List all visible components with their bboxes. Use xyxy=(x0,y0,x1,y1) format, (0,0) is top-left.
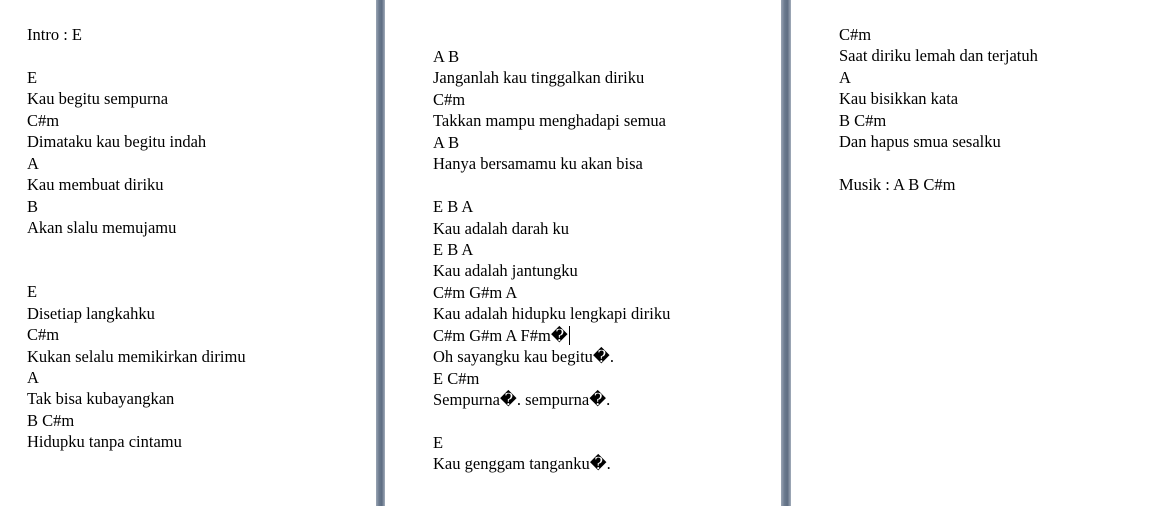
chord-line: C#m xyxy=(27,325,60,345)
chord-line: E xyxy=(27,67,38,87)
page-gap-1 xyxy=(376,0,385,506)
lyric-line: Saat diriku lemah dan terjatuh xyxy=(839,46,1038,66)
lyric-line: Kau begitu sempurna xyxy=(27,89,169,109)
chord-line: B xyxy=(27,196,39,216)
chord-line: C#m G#m A F#m� xyxy=(433,325,670,346)
chord-line: C#m xyxy=(27,110,60,130)
chord-line: A B xyxy=(433,132,460,152)
blank-line xyxy=(27,45,246,66)
lyric-line: Kau genggam tanganku�. xyxy=(433,454,611,474)
lyric-line: Intro : E xyxy=(27,25,82,44)
lyric-line: Hanya bersamamu ku akan bisa xyxy=(433,154,643,174)
chord-line: E C#m xyxy=(433,368,480,388)
lyric-line: Janganlah kau tinggalkan diriku xyxy=(433,68,645,88)
lyric-line: Sempurna�. sempurna�. xyxy=(433,390,611,409)
chord-line: A xyxy=(27,153,39,173)
lyric-line: Dimataku kau begitu indah xyxy=(27,132,207,152)
chord-line: C#m xyxy=(839,25,872,44)
lyric-line: Kau adalah darah ku xyxy=(433,218,570,238)
lyric-line: Tak bisa kubayangkan xyxy=(27,389,175,409)
page-gap-2 xyxy=(781,0,791,506)
lyric-line: Kukan selalu memikirkan dirimu xyxy=(27,346,246,366)
lyric-line: Dan hapus smua sesalku xyxy=(839,132,1001,152)
lyric-line: Hidupku tanpa cintamu xyxy=(27,432,182,452)
lyric-line: Oh sayangku kau begitu�. xyxy=(433,347,614,367)
text-cursor xyxy=(569,326,571,345)
blank-line xyxy=(839,153,1038,174)
lyrics-column-1 xyxy=(27,24,246,453)
chord-line: E B A xyxy=(433,239,474,259)
chord-line: A B xyxy=(433,47,460,66)
blank-line xyxy=(27,238,246,259)
chord-line: B C#m xyxy=(27,410,75,430)
lyric-line: Akan slalu memujamu xyxy=(27,217,177,237)
chord-line: A xyxy=(27,368,39,387)
lyrics-column-3 xyxy=(839,24,1038,196)
chord-line: E B A xyxy=(433,197,474,217)
lyric-line: Kau bisikkan kata xyxy=(839,89,959,109)
chord-line: E xyxy=(433,432,444,452)
lyrics-column-2 xyxy=(433,46,670,475)
chord-line: C#m xyxy=(433,89,466,109)
chord-line: A xyxy=(839,67,851,87)
chord-line: B C#m xyxy=(839,110,887,130)
lyric-line: Kau membuat diriku xyxy=(27,175,164,195)
lyric-line: Disetiap langkahku xyxy=(27,303,155,323)
blank-line xyxy=(27,260,246,281)
lyric-line: Takkan mampu menghadapi semua xyxy=(433,111,666,131)
chord-line: E xyxy=(27,282,38,302)
lyric-line: Kau adalah jantungku xyxy=(433,261,578,281)
blank-line xyxy=(433,175,670,196)
lyric-line: Kau adalah hidupku lengkapi diriku xyxy=(433,304,671,324)
lyric-line: Musik : A B C#m xyxy=(839,175,956,195)
blank-line xyxy=(433,410,670,431)
chord-line: C#m G#m A xyxy=(433,282,518,302)
